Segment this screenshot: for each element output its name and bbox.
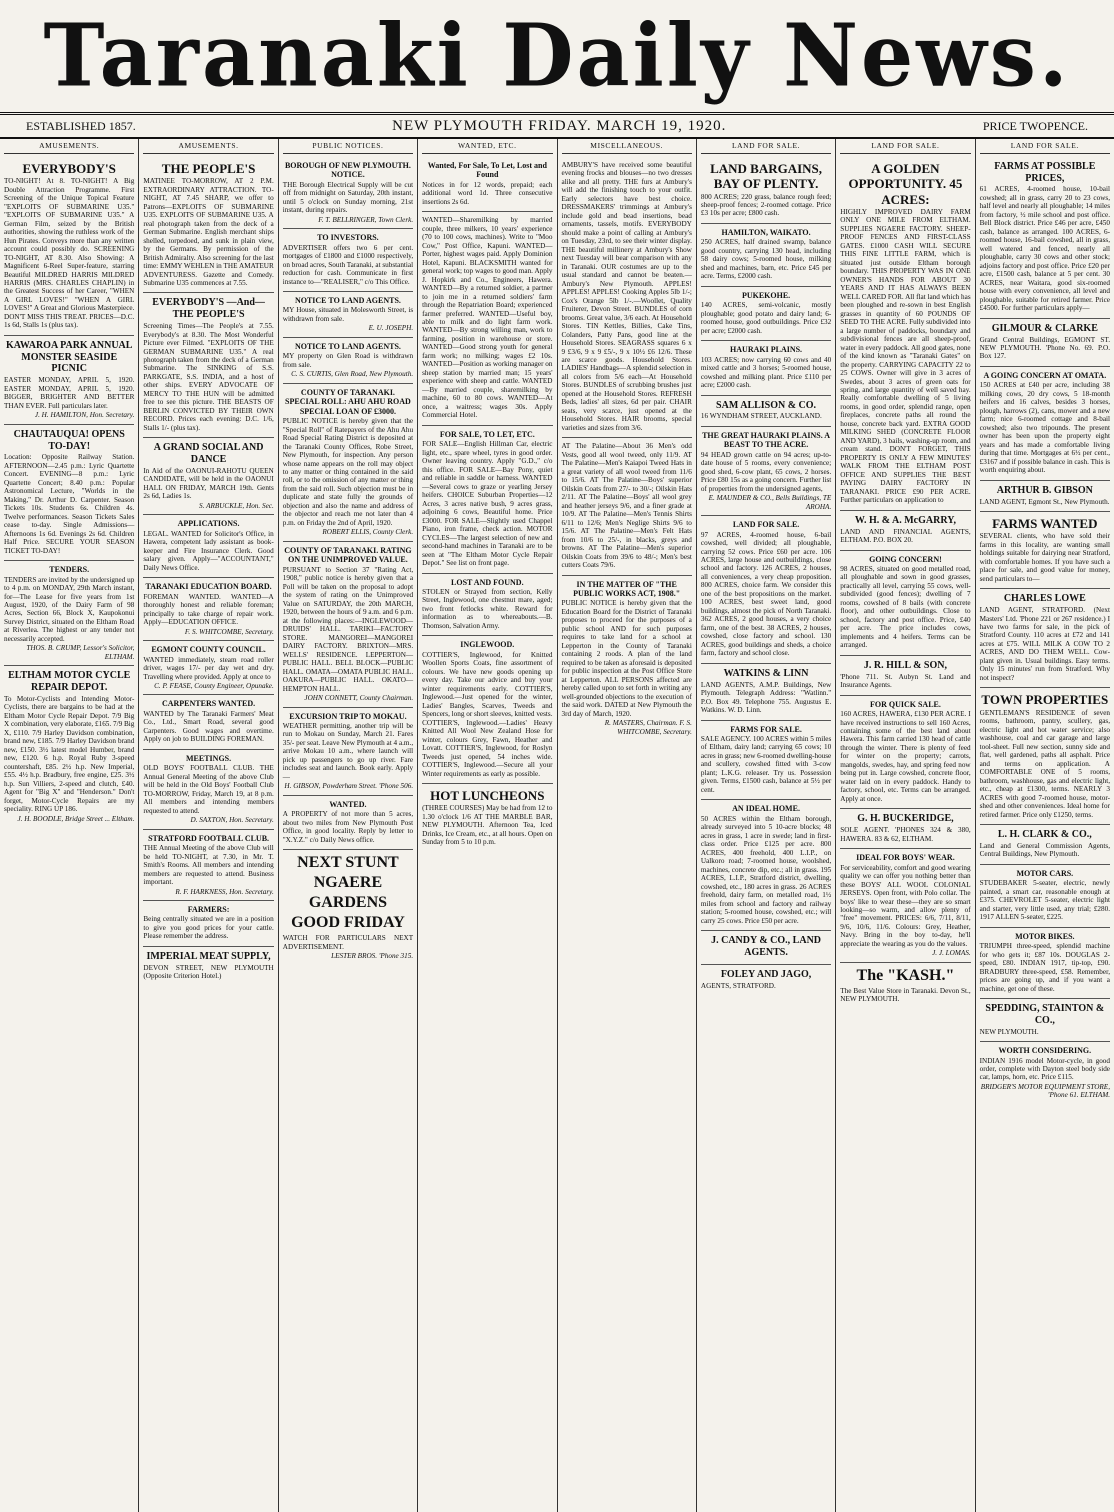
- ad-heading: GILMOUR & CLARKE: [991, 322, 1098, 334]
- ad-heading: TO INVESTORS.: [317, 233, 379, 243]
- ad-body: MY House, situated in Molesworth Street, is withdrawn from sale.: [282, 306, 414, 323]
- ad-body: 16 WYNDHAM STREET, AUCKLAND.: [700, 412, 822, 421]
- ad-heading: ARTHUR B. GIBSON: [996, 484, 1093, 496]
- advertisement: [840, 809, 970, 849]
- ad-heading: APPLICATIONS.: [177, 519, 240, 529]
- ad-body: FOREMAN WANTED. WANTED—A thoroughly honest and reliable foreman; principally to take charge of repair work. Apply—EDUCATION OFFICE.: [143, 592, 274, 627]
- advertisement: [562, 157, 692, 439]
- advertisement: [701, 287, 831, 341]
- ad-signature: R. F. HARKNESS, Hon. Secretary.: [175, 887, 274, 896]
- ad-heading: HOT LUNCHEONS: [430, 788, 545, 804]
- ad-body: EASTER MONDAY, APRIL 5, 1920. EASTER MONDAY, APRIL 5, 1920. BIGGER, BRIGHTER AND BETTER THAN EVER. Full particulars later.: [4, 376, 135, 410]
- advertisement: [4, 336, 134, 425]
- ad-heading: FARMS FOR SALE.: [730, 724, 802, 734]
- ad-body: The Best Value Store in Taranaki. Devon St., NEW PLYMOUTH.: [840, 986, 971, 1004]
- price-label: PRICE TWOPENCE.: [982, 118, 1088, 133]
- advertisement: [701, 224, 831, 287]
- ad-heading: COUNTY OF TARANAKI. SPECIAL ROLL: AHU AHU ROAD SPECIAL LOAN OF £3000.: [285, 387, 411, 416]
- ad-heading: KAWAROA PARK ANNUAL MONSTER SEASIDE PICNIC: [5, 339, 133, 375]
- advertisement: [562, 438, 692, 575]
- ad-body: LAND AND FINANCIAL AGENTS, ELTHAM. P.O. BOX 20.: [840, 527, 971, 545]
- ad-heading: IDEAL FOR BOYS' WEAR.: [856, 853, 955, 863]
- ad-body: 800 ACRES; 220 grass, balance rough feed; sheep-proof fences; 2-roomed cottage. Price £3 10s per acre; £800 cash.: [700, 192, 832, 218]
- advertisement: [143, 578, 273, 641]
- ad-heading: LAND BARGAINS, BAY OF PLENTY.: [710, 160, 823, 192]
- ad-body: MY property on Glen Road is withdrawn from sale.: [282, 352, 414, 369]
- column-7: [836, 139, 975, 1512]
- advertisement: [840, 157, 970, 511]
- ad-body: WANTED by The Taranaki Farmers' Meat Co., Ltd., Smart Road, several good Carpenters. Good wages and overtime. Apply on job to BUILDING FOREMAN.: [143, 709, 274, 744]
- ad-heading: TARANAKI EDUCATION BOARD.: [145, 582, 272, 592]
- ad-heading: EGMONT COUNTY COUNCIL.: [151, 645, 266, 655]
- ad-heading: NOTICE TO LAND AGENTS.: [294, 341, 401, 351]
- ad-body: 94 HEAD grown cattle on 94 acres; up-to-date house of 5 rooms, every convenience; good shed, 6-cow plant, 65 cows, 2 horses. Price £80 15s as a going concern. Further list of properties from the undersigned agents,: [700, 450, 832, 493]
- advertisement: [840, 551, 970, 656]
- ad-heading: STRATFORD FOOTBALL CLUB.: [148, 833, 270, 843]
- advertisement: [980, 157, 1110, 319]
- ad-heading: CHARLES LOWE: [1003, 593, 1086, 605]
- advertisement: [701, 931, 831, 965]
- established-label: ESTABLISHED 1857.: [26, 118, 136, 133]
- ad-body: 97 ACRES, 4-roomed house, 6-bail cowshed, well divided; all ploughable, carrying 52 cows. Price £60 per acre. 106 ACRES, large house and outbuildings, close school and factory. 126 ACRES, 2 houses, all conveniences, a very cheap proposition. 800 ACRES, choice farm. We consider this one of the best propositions on the market. 100 ACRES, best sweet land, good buildings, almost the pick of North Taranaki. 362 ACRES, 2 good houses, a very choice farm, one of the best. 38 ACRES, 2 houses, cowshed, close factory and school. 130 ACRES, good buildings and sheds, a choice farm, factory and school close.: [700, 530, 832, 658]
- ad-body: THE Annual Meeting of the above Club will be held TO-NIGHT, at 7.30, in Mr. T. Smith's Rooms. All members and intending members are requested to attend. Business important.: [143, 844, 274, 887]
- ad-heading: GOING CONCERN!: [869, 554, 942, 564]
- advertisement: [840, 656, 970, 696]
- ad-body: Land and General Commission Agents, Central Buildings, New Plymouth.: [979, 841, 1110, 859]
- ad-body: STUDEBAKER 5-seater, electric, newly painted, a smart car, reasonable enough at £375. CHEVROLET 5-seater, electric light and starter, very little used, any trial; £280. 1917 ALLEN 5-seater, £225.: [979, 879, 1110, 922]
- advertisement: [980, 825, 1110, 865]
- advertisement: [283, 292, 413, 338]
- advertisement: [283, 338, 413, 384]
- issue-date: NEW PLYMOUTH FRIDAY. MARCH 19, 1920.: [392, 117, 727, 134]
- ad-heading: MOTOR CARS.: [1016, 868, 1074, 878]
- advertisement: [562, 576, 692, 741]
- ad-body: SEVERAL clients, who have sold their farms in this locality, are wanting small holdings suitable for dairying near Stratford, with comfortable homes. If you have such a place for sale, and good value for money, send particulars to—: [979, 532, 1110, 583]
- advertisement: [422, 784, 552, 852]
- ad-heading: INGLEWOOD.: [460, 640, 515, 650]
- advertisement: [283, 384, 413, 542]
- ad-heading: MOTOR BIKES.: [1015, 931, 1075, 941]
- column-heading: LAND FOR SALE.: [840, 142, 970, 154]
- advertisement: [980, 928, 1110, 999]
- ad-signature: BRIDGER'S MOTOR EQUIPMENT STORE, 'Phone 61. ELTHAM.: [980, 1082, 1110, 1100]
- ad-heading: EVERYBODY'S —And— THE PEOPLE'S: [152, 297, 265, 321]
- advertisement: [422, 636, 552, 784]
- ad-body: 50 ACRES within the Eltham borough, already surveyed into 5 10-acre blocks; 48 acres in grass, 1 acre in swede; land in first-class order. Price £125 per acre. 800 ACRES, 400 freehold, 400 L.I.P., on Ualkoro road; 7-roomed house, woolshed, machines, concrete dip, etc.; all in grass. 195 ACRES, L.I.P., Stratford district, dwelling, cowshed, etc., 180 acres in grass. 26 ACRES freehold, dairy farm, on metalled road, 1½ miles from school and factory and railway station; 5-roomed house, cowshed, etc.; will carry 25 cows. Price £50 per acre.: [700, 814, 832, 925]
- ad-signature: H. GIBSON, Powderham Street. 'Phone 506.: [284, 782, 414, 791]
- ad-body: In Aid of the OAONUI-RAHOTU QUEEN CANDIDATE, will be held in the OAONUI HALL ON FRIDAY, MARCH 19th. Gents 2s 6d, Ladies 1s.: [143, 466, 274, 501]
- advertisement: [980, 481, 1110, 512]
- ad-heading: FOR SALE, TO LET, ETC.: [439, 429, 535, 439]
- advertisement: [701, 341, 831, 395]
- advertisement: [701, 800, 831, 931]
- ad-body: 160 ACRES, HAWERA, £130 PER ACRE. I have received instructions to sell 160 Acres, containing some of the best land about Hawera. This farm carried 130 head of cattle through the winter. There is plenty of feed for winter on the property; carrots, mangolds, swedes, hay, and spring feed now being put in. Large cowshed, concrete floor, water laid on in every paddock. Handy to factory, school, etc. Terms can be arranged. Apply at once.: [840, 710, 971, 803]
- column-2: [139, 139, 278, 1512]
- ad-body: ADVERTISER offers two 6 per cent. mortgages of £1800 and £1000 respectively, on broad acres, South Taranaki, at substantial reduction for cash. Communicate in first instance to—"REALISER," c/o This Office.: [282, 243, 414, 286]
- ad-body: DEVON STREET, NEW PLYMOUTH (Opposite Criterion Hotel.): [143, 963, 274, 981]
- column-5: [558, 139, 697, 1512]
- ad-signature: J. H. BOODLE, Bridge Street ... Eltham.: [17, 814, 135, 823]
- ad-signature: J. J. LOMAS.: [932, 949, 971, 958]
- advertisement: [980, 319, 1110, 367]
- ad-body: INDIAN 1916 model Motor-cycle, in good order, complete with Dayton steel body side car, lamps, horn, etc. Price £115.: [979, 1056, 1110, 1082]
- ad-heading: CARPENTERS WANTED.: [161, 699, 256, 709]
- column-heading: MISCELLANEOUS.: [562, 142, 692, 154]
- ad-body: Screening Times—The People's at 7.55. Everybody's at 8.30. The Most Wonderful Picture ever Filmed. "EXPLOITS OF THE GERMAN SUBMARINE U35." A real photograph taken from the deck of a German Submarine. The SINKING of S.S. PARKGATE, S.S. INDIA, and a host of other ships. EVERY ADVOCATE OF MERCY TO THE HUN will be admitted free to see this picture. THE BEASTS OF BERLIN CONVICTED BY THEIR OWN RECORD. Prices each evening: D.C. 1/6, Stalls 1/- (plus tax).: [143, 322, 274, 432]
- ad-heading: TENDERS.: [49, 565, 90, 575]
- ad-heading: CHAUTAUQUA! OPENS TO-DAY!: [13, 428, 125, 452]
- ad-body: LEGAL. WANTED for Solicitor's Office, in Hawera, competent lady assistant as book-keeper and Fire Insurance Clerk. Good salary given. Apply—"ACCOUNTANT," Daily News Office.: [143, 529, 274, 572]
- ad-signature: R. MASTERS, Chairman. F. S. WHITCOMBE, Secretary.: [604, 719, 692, 736]
- column-heading: AMUSEMENTS.: [4, 142, 134, 154]
- column-heading: PUBLIC NOTICES.: [283, 142, 413, 154]
- column-1: [0, 139, 139, 1512]
- ad-heading: BOROUGH OF NEW PLYMOUTH. NOTICE.: [284, 160, 411, 180]
- ad-body: PURSUANT to Section 37 "Rating Act, 1908," public notice is hereby given that a Poll will be taken on the proposal to adopt the system of rating on the Unimproved Value on SATURDAY, the 20th MARCH, 1920, between the hours of 9 a.m. and 6 p.m. at the following places:—INGLEWOOD—DRUIDS' HALL. TARIKI—FACTORY STORE. MANGOREI—MANGOREI DAIRY FACTORY. BRIXTON—MRS. WELLS' RESIDENCE. LEPPERTON—PUBLIC HALL. BELL BLOCK—PUBLIC HALL. OMATA—OMATA PUBLIC HALL. OAKURA—PUBLIC HALL. OKATO—HEMPTON HALL.: [282, 565, 414, 693]
- advertisement: [422, 574, 552, 637]
- ad-heading: FOR QUICK SALE.: [869, 699, 941, 709]
- advertisement: [701, 516, 831, 664]
- ad-heading: NEXT STUNT NGAERE GARDENS GOOD FRIDAY: [291, 854, 405, 932]
- ad-heading: WORTH CONSIDERING.: [998, 1046, 1092, 1056]
- masthead: [0, 0, 1114, 115]
- ad-heading: A GOING CONCERN AT OMATA.: [983, 370, 1107, 380]
- ad-body: A PROPERTY of not more than 5 acres, about two miles from New Plymouth Post Office, in good locality. Reply by letter to "X.Y.Z." c/o Daily News office.: [282, 810, 414, 844]
- ad-signature: THOS. B. CRUMP, Lessor's Solicitor, ELTHAM.: [26, 644, 135, 661]
- ad-heading: J. CANDY & CO., LAND AGENTS.: [711, 935, 822, 958]
- advertisement: [143, 641, 273, 695]
- advertisement: [143, 901, 273, 947]
- ad-heading: W. H. & A. McGARRY,: [854, 514, 956, 526]
- advertisement: [283, 542, 413, 708]
- advertisement: [143, 695, 273, 749]
- ad-signature: S. ARBUCKLE, Hon. Sec.: [199, 501, 274, 510]
- ad-signature: C. P. FEASE, County Engineer, Opunake.: [154, 681, 274, 690]
- ad-heading: LAND FOR SALE.: [732, 520, 800, 530]
- column-3: [279, 139, 418, 1512]
- advertisement: [4, 561, 134, 666]
- ad-body: TO-NIGHT! At 8. TO-NIGHT! A Big Double Attraction Programme. First Screening of the Unique Topical Feature "EXPLOITS OF SUBMARINE U35." "EXPLOITS OF SUBMARINE U35." A German Film, seized by the British authorities, showing the ruthless work of the Hun Pirates. Conveys more than any written account could possibly do. SCREENING TO-NIGHT, AT 8.30. Also Showing: A Magnificent 6-Reel Super-feature, starring Beautiful MILDRED HARRIS MILDRED HARRIS (MRS. CHARLES CHAPLIN) in the Greatest Success of her Career, "WHEN A GIRL LOVES!" "WHEN A GIRL LOVES!" A Great and Glorious Masterpiece. DON'T MISS THIS TREAT. PRICES—D.C. 1s 6d, Stalls 1s (plus tax).: [4, 177, 135, 330]
- advertisement: [701, 396, 831, 427]
- ad-body: 140 ACRES, semi-volcanic, mostly ploughable; good potato and dairy land; 6-roomed house, good outbuildings. Price £32 per acre; £2000 cash.: [700, 301, 832, 335]
- ad-signature: LESTER BROS. 'Phone 315.: [331, 952, 414, 961]
- advertisement: [980, 512, 1110, 589]
- ad-body: For serviceability, comfort and good wearing quality we can offer you nothing better than these BOYS' ALL WOOL COLONIAL JERSEYS. Open front, with Polo collar. The boys' like to wear these—they are so smart looking—so warm, and allow plenty of "free" movement. PRICES: 6/6, 7/11, 8/11, 9/6, 10/6, 11/6. Colours: Grey, Heather, Navy. Bring in the boy to-day, he'll appreciate the wearing as you do the values.: [840, 863, 971, 948]
- ad-heading: EVERYBODY'S: [22, 160, 116, 176]
- ad-heading: HAURAKI PLAINS.: [730, 345, 803, 355]
- ad-heading: WANTED.: [329, 799, 367, 809]
- ad-heading: FARMS AT POSSIBLE PRICES,: [994, 160, 1096, 184]
- ad-heading: A GOLDEN OPPORTUNITY. 45 ACRES:: [848, 160, 963, 207]
- ad-body: PUBLIC NOTICE is hereby given that the Education Board for the District of Taranaki proposes to proceed for the purposes of a public school AND for such purposes requires to take land for a school at Lepperton in the County of Taranaki containing 2 roods. A plan of the land required to be taken as aforesaid is deposited for public inspection at the Post Office Store at Lepperton. ALL PERSONS affected are hereby called upon to set forth in writing any well-grounded objections to the execution of the said work. DATED at New Plymouth the 3rd day of March, 1920.: [561, 599, 692, 718]
- advertisement: [143, 830, 273, 901]
- ad-body: MATINEE TO-MORROW, AT 2 P.M. EXTRAORDINARY ATTRACTION. TO-NIGHT, AT 7.45 SHARP, we offer to Patrons—EXPLOITS OF SUBMARINE U35. EXPLOITS OF SUBMARINE U35. A real photograph taken from the deck of a German Submarine. English merchant ships shelled, torpedoed, and sunk in plain view, by the Germans. By permission of the British Admiralty. Also screening for the last time: EMMY WEHLEN in THE AMATEUR ADVENTURESS. Gazette and Comedy. Submarine U35 commences at 7.55.: [143, 177, 274, 287]
- advertisement: [980, 589, 1110, 688]
- ad-body: THE Borough Electrical Supply will be cut off from midnight on Saturday, 20th instant, until 5 o'clock on Sunday morning, 21st instant, during repairs.: [282, 180, 414, 215]
- ad-body: Being centrally situated we are in a position to give you good prices for your cattle. Please remember the address.: [143, 915, 274, 941]
- advertisement: [283, 708, 413, 796]
- column-heading: LAND FOR SALE.: [980, 142, 1110, 154]
- dateline: [0, 115, 1114, 139]
- ad-signature: F. T. BELLRINGER, Town Clerk.: [318, 215, 414, 224]
- column-heading: AMUSEMENTS.: [143, 142, 273, 154]
- ad-body: WANTED—Sharemilking by married couple, three milkers, 10 years' experience (70 to 100 cows, machines). Write to "Moo Cow," Post Office, Kapuni. WANTED—Porter, highest wages paid. Apply Dominion Hotel, Kapuni. BLACKSMITH wanted for general work; top wages to good man. Apply J. Hopkirk and Co., Engineers, Hawera. WANTED—By a returned soldier, a partner to join me in a returned soldiers' farm through the Repatriation Board; experienced farmer preferred. WANTED—Useful boy, able to milk and do light farm work. WANTED—By strong willing man, work to farming, position in warehouse or store. WANTED—Good strong youth for general farm work; no milking; wages £2 10s. WANTED—Position as working manager on sheep station by married man; 15 years' experience with sheep and cattle. WANTED—By married couple, sharemilking by machine, 60 to 80 cows. WANTED—At once, a waitress; wages 30s. Apply Commercial Hotel.: [422, 216, 553, 420]
- ad-signature: JOHN CONNETT, County Chairman.: [304, 694, 414, 703]
- advertisement: [283, 157, 413, 229]
- ad-body: HIGHLY IMPROVED DAIRY FARM ONLY ONE MILE FROM ELTHAM. SUPPLIES NGAERE FACTORY. SHEEP-PROOF FENCES AND FIRST-CLASS GATES. £1000 CASH WILL SECURE THIS FINE LITTLE FARM, which is situated just outside Eltham borough boundary. THIS PROPERTY WAS IN ONE OWNER'S HANDS FOR ABOUT 30 YEARS AND IT HAS ALWAYS BEEN WELL CARED FOR. All flat land which has been ploughed and re-sown in best English grasses in quantity of 60 POUNDS OF SEED TO THE ACRE. Fully subdivided into a large number of paddocks, boundary and subdivisional fences are all sheep-proof, water in every paddock. All good gates, none of the kind known as "Taranaki Gates" on the property. CARRYING CAPACITY 22 to 25 COWS. Owner will give in 3 acres of Swedes, about 3 acres of green oats for spring, and large quantity of well saved hay. Really comfortable dwelling of 5 living rooms, in good order, splendid range, open fireplaces, concrete paths all round the house, concrete back yard. EXTRA GOOD MILKING SHED (CONCRETE FLOOR AND YARD), 3 bails, washing-up room, and cream stand. DON'T FORGET, THIS PROPERTY IS ONLY A FEW MINUTES' WALK FROM THE ELTHAM POST OFFICE AND SUPPLIES THE BEST PAYING DAIRY FACTORY IN TARANAKI. PRICE £90 PER ACRE. Further particulars on application to: [840, 207, 971, 505]
- advertisement: [701, 427, 831, 516]
- advertisement: [143, 157, 273, 294]
- advertisement: [4, 666, 134, 827]
- ad-heading: MEETINGS.: [186, 753, 232, 763]
- ad-heading: SPEDDING, STAINTON & CO.,: [985, 1002, 1105, 1026]
- ad-heading: HAMILTON, WAIKATO.: [721, 227, 811, 237]
- ad-body: 150 ACRES at £40 per acre, including 38 milking cows, 20 dry cows, 5 18-month heifers and 16 calves, besides 3 horses, plough, harrows (2), cans, mower and a new farm; nice 6-roomed cottage and 8-bail cowshed; also two tripounds. The present owner has been upon the property eight years and has made a comfortable living during that time. Mortgages at 6½ per cent., £3167 and if possible balance in cash. This is worth enquiring about.: [979, 381, 1110, 475]
- ad-body: WEATHER permitting, another trip will be run to Mokau on Sunday, March 21. Fares 35/- per seat. Leave New Plymouth at 4 a.m., arrive Mokau 10 a.m., where launch will pick up passengers to go up river. Fare includes seat and launch. Book early. Apply—: [282, 721, 414, 781]
- ad-heading: L. H. CLARK & CO.,: [997, 829, 1092, 841]
- ad-body: 98 ACRES, situated on good metalled road, all ploughable and sown in good grasses, practically all level, carrying 55 cows, well-subdivided (good fences); dwelling of 7 rooms, cowshed of 8 bails (with concrete floor), and other outbuildings. Close to school, factory and post office. Price, £40 per acre. The price includes cows, implements and 4 heifers. Terms can be arranged.: [840, 564, 971, 650]
- advertisement: [701, 721, 831, 801]
- ad-heading: LOST AND FOUND.: [451, 577, 524, 587]
- advertisement: [701, 157, 831, 224]
- ad-body: GENTLEMAN'S RESIDENCE of seven rooms, bathroom, pantry, scullery, gas, electric light and hot water service; also washhouse, coal and car garage and large tool-sheet. Full new section, sunny side and flat, well gardened, paths all asphalt. Price and terms on application. A COMFORTABLE ONE of 5 rooms, bathroom, washhouse, gas and electric light, etc., cheap at £1300, terms. NEARLY 3 ACRES with good 7-roomed house, motor-shed and other conveniences. Ideal home for retired farmer. Price only £1250, terms.: [979, 708, 1110, 819]
- ad-body: PUBLIC NOTICE is hereby given that the "Special Roll" of Ratepayers of the Ahu Ahu Road Special Rating District is deposited at the Taranaki County Offices, Robe Street, New Plymouth, for inspection. Any person whose name appears on the roll may object to any matter or thing contained in the said roll, or to the omission of any matter or thing from the said roll. Such objection must be in duplicate and state fully the grounds of objection and also the name and address of the objector and reach me not later than 4 p.m. on Friday the 2nd of April, 1920.: [282, 417, 414, 527]
- ad-heading: THE PEOPLE'S: [161, 160, 256, 176]
- advertisement: [980, 999, 1110, 1042]
- ad-body: AT The Palatine—About 36 Men's odd Vests, good all wool tweed, only 11/9. AT The Palatine—Men's Kaiapoi Tweed Hats in a great variety of all wool tweed from 11/6 to 15/6. AT The Palatine—Boys' superior Oilskin Coats from 27/- to 30/-; Oilskin Hats 2/11. AT The Palatine—Boys' all wool grey and heather jerseys 9/6, and a finer grade at 10/9. AT The Palatine—Men's Tennis Shirts 6/11 to 12/6; Men's Neglige Shirts 9/6 to 15/6. AT The Palatine—Men's Felt Hats from 10/6 to 25/-, in blacks, greys and browns. AT The Palatine—Men's superior Oilskin Coats from 39/6 to 48/-; Men's best cutters Coats 79/6.: [561, 442, 692, 570]
- ad-heading: TOWN PROPERTIES: [981, 692, 1109, 708]
- advertisement: [4, 425, 134, 561]
- ad-heading: AN IDEAL HOME.: [732, 804, 800, 814]
- advertisement: [701, 664, 831, 721]
- ad-body: AMBURY'S have received some beautiful evening frocks and blouses—no two dresses alike and all pretty. THE furs at Ambury's will add the finishing touch to your outfit. Early selectors have best choice. DRESSMAKERS' trimmings at Ambury's include gold and bead insertions, bead ornaments, tassels, motifs. EVERYBODY should make a point of calling at Ambury's on Tuesday, 23rd, to see their winter display. THE beautiful millinery at Ambury's Show next Tuesday will bear comparison with any in Taranaki. OUR costumes are up to the usual standard and cannot be beaten.—Ambury's New Plymouth. APPLES! APPLES! APPLES! Cooking Apples 5lb 1/-; Cox's Orange 5lb 1/-.—Woollet, Quality Fruiterer, Devon Street. BUNDLES of corn brooms. Great value, 3/6 each. At Household Stores. TIN Kettles, Billies, Cake Tins, Colanders, Patty Pans, good line at the Household Stores. SEAGRASS squares 6 x 9 £3/6, 9 x 9 £5/-, 9 x 10½ £6 12/6. These are scarce goods. Household Stores. LADIES' Handbags—A splendid selection in all colors from 5/6 each—At Household Stores. BUNDLES of scrubbing brushes just opened at the Household Stores. REFRESH Beds, ladies' all sizes, 6d per pair. CHAIR seats, very scarce, just opened at the Household Stores. HAIR brooms, special varieties and sizes from 3/6.: [561, 160, 692, 432]
- ad-heading: J. R. HILL & SON,: [863, 659, 947, 671]
- advertisement: [422, 212, 552, 426]
- ad-signature: ROBERT ELLIS, County Clerk.: [322, 528, 414, 537]
- ad-signature: E. MAUNDER & CO., Bells Buildings, TE AROHA.: [708, 494, 832, 511]
- column-6: [697, 139, 836, 1512]
- ad-body: SOLE AGENT. 'PHONES 324 & 380, HAWERA. 83 & 62, ELTHAM.: [840, 826, 971, 843]
- column-4: [418, 139, 557, 1512]
- ad-body: WATCH FOR PARTICULARS NEXT ADVERTISEMENT.: [282, 934, 414, 951]
- advertisement: [143, 750, 273, 830]
- advertisement: [980, 367, 1110, 481]
- ad-heading: FOLEY AND JAGO,: [720, 968, 812, 980]
- ad-heading: G. H. BUCKERIDGE,: [857, 813, 954, 825]
- advertisement: [840, 849, 970, 963]
- ad-body: NEW PLYMOUTH.: [979, 1027, 1039, 1036]
- advertisement: [840, 696, 970, 810]
- ad-heading: NOTICE TO LAND AGENTS.: [294, 296, 401, 305]
- advertisement: [283, 229, 413, 292]
- ad-body: OLD BOYS' FOOTBALL CLUB. THE Annual General Meeting of the above Club will be held in the Old Boys' Football Club TO-MORROW, Friday, March 19, at 8 p.m. All members and intending members requested to attend.: [143, 764, 274, 815]
- ad-body: STOLEN or Strayed from section, Kelly Street, Inglewood, one chestnut mare, aged; two front fetlocks white. Reward for information as to whereabouts.—B. Thomson, Salvation Army.: [422, 587, 553, 630]
- newspaper-title: Taranaki Daily News.: [43, 5, 1071, 107]
- ad-signature: J. H. HAMILTON, Hon. Secretary.: [34, 411, 135, 420]
- ad-signature: E. U. JOSEPH.: [368, 324, 414, 333]
- advertisement: [840, 511, 970, 551]
- advertisement: [422, 426, 552, 574]
- column-heading: WANTED, ETC.: [422, 142, 552, 154]
- ad-heading: A GRAND SOCIAL AND DANCE: [153, 442, 264, 466]
- advertisement: [283, 796, 413, 850]
- ad-heading: WATKINS & LINN: [723, 667, 809, 679]
- ad-heading: COUNTY OF TARANAKI. RATING ON THE UNIMPROVED VALUE.: [284, 545, 412, 565]
- ad-heading: FARMS WANTED: [992, 516, 1098, 531]
- ad-heading: IN THE MATTER OF "THE PUBLIC WORKS ACT, 1908.": [573, 579, 681, 599]
- ad-body: To Motor-Cyclists and Intending Motor-Cyclists, there are bargains to be had at the Eltham Motor Cycle Repair Depot. 7/9 Big X combination, very elaborate, £165. 7/9 Big X, £110. 7/9 Harley Davidson combination, brand new, £185. 7/9 Harley Davidson brand new, £150. 3½ latest model Humber, brand new, £120. 6 h.p. Royal Ruby 3-speed countershaft, £85. 2½ h.p. New Imperial, £55. 4½ h.p. Bradbury, free engine, £25. 3½ h.p. Sun Villiers, 2-speed and clutch, £40. Agent for "Big X" and "Henderson." Don't forget, Motor-Cycle Repairs are my speciality. RING UP 186.: [4, 694, 135, 814]
- ad-body: LAND AGENTS, A.M.P. Buildings, New Plymouth. Telegraph Address: "Watlinn." P.O. Box 49. Telephone 755. Augustus E. Watkins. W. D. Linn.: [700, 680, 832, 715]
- advertisement: [980, 865, 1110, 928]
- ad-body: 103 ACRES; now carrying 60 cows and 40 mixed cattle and 3 horses; 5-roomed house, cowshed and milking plant. Price £110 per acre; £2000 cash.: [700, 355, 832, 390]
- ad-body: WANTED immediately, steam road roller driver, wages 17/- per day wet and dry. Travelling where provided. Apply at once to: [143, 655, 274, 681]
- ad-signature: F. S. WHITCOMBE, Secretary.: [184, 627, 274, 636]
- ad-body: AGENTS, STRATFORD.: [700, 981, 776, 990]
- ad-heading: Wanted, For Sale, To Let, Lost and Found: [427, 160, 547, 180]
- advertisement: [840, 963, 970, 1009]
- ad-body: LAND AGENT, Egmont St., New Plymouth.: [979, 497, 1110, 506]
- ad-body: SALE AGENCY. 100 ACRES within 5 miles of Eltham, dairy land; carrying 65 cows; 10 acres in grass; new 6-roomed dwelling-house and scullery, cowshed fitted with 3-cow plant; L.K.G. releaser. Try us. Possession given. Terms, £1500 cash, balance at 5½ per cent.: [700, 734, 832, 794]
- advertisement: [143, 438, 273, 515]
- ad-heading: IMPERIAL MEAT SUPPLY,: [146, 950, 271, 962]
- ad-body: 250 ACRES, half drained swamp, balance good country, carrying 130 head, including 58 dairy cows; 5-roomed house, milking shed and machines, barn, etc. Price £45 per acre. Terms, £2000 cash.: [700, 238, 832, 281]
- advertisement: [980, 688, 1110, 825]
- ad-heading: SAM ALLISON & CO.: [716, 399, 817, 411]
- ad-heading: ELTHAM MOTOR CYCLE REPAIR DEPOT.: [8, 670, 131, 694]
- ad-signature: D. SAXTON, Hon. Secretary.: [190, 816, 274, 825]
- advertisement: [143, 515, 273, 578]
- ad-body: Location: Opposite Railway Station. AFTERNOON—2.45 p.m.: Lyric Quartette Concert. EVENING—8 p.m.: Lyric Quartette Concert; 8.40 p.m.: Popular Astronomical Lecture, "Worlds in the Making," Dr. Arthur D. Carpenter. Season Tickets 10s. Students 6s. Children 4s. Twelve performances. Season Tickets Sales cease to-day. Single Admissions—Afternoons 1s 6d. Evenings 2s 6d. Children Half Price. SECURE YOUR SEASON TICKET TO-DAY!: [4, 453, 135, 555]
- advertisement: [143, 293, 273, 438]
- ad-body: LAND AGENT, STRATFORD. (Next Masters' Ltd. 'Phone 221 or 267 residence.) I have two farms for sale, in the pick of Stratford County. 110 acres at £72 and 141 acres at £75. WILL MILK A COW TO 2 ACRES, AND DO THEM WELL. Cow-plant given in. Usual buildings. Easy terms. Only 15 minutes' run from Stratford. Why not inspect?: [979, 606, 1110, 682]
- advertisement: [422, 157, 552, 212]
- ad-body: Notices in for 12 words, prepaid; each additional word 1d. Three consecutive insertions 2s 6d.: [422, 180, 553, 206]
- ad-body: 61 ACRES, 4-roomed house, 10-bail cowshed; all in grass, carry 20 to 23 cows, half level and nearly all ploughable; 14 miles from factory, ½ mile school and post office. Bell Block district. Price £46 per acre, £450 cash, balance as arranged. 100 ACRES, 6-roomed house, 16-bail cowshed, all in grass, well watered and fenced, nearly all ploughable, carry 30 cows and other stock; adjoins factory and post office. Price £20 per acre, £1500 cash, balance at 5 per cent. 30 ACRES, near Waitara, good six-roomed house with every convenience, all level and ploughable, suitable for retired farmer. Price £4500. For further particulars apply—: [979, 185, 1110, 313]
- ad-body: 'Phone 711. St. Aubyn St. Land and Insurance Agents.: [840, 672, 971, 690]
- advertisement: [4, 157, 134, 336]
- ad-body: FOR SALE—English Hillman Car, electric light, etc., spare wheel, tyres in good order. Owner leaving country. Apply "G.D.," c/o this office. FOR SALE—Bay Pony, quiet and reliable in saddle or harness. WANTED—Several cows to graze or yearling Jersey heifers. CHOICE Suburban Properties—12 Acres, 3 acres native bush, 9 acres grass, adjoining 6 cows, Beautiful home. Price £3000. FOR SALE—Slightly used Chappel Piano, iron frame, check action. MOTOR CYCLES—The largest selection of new and second-hand machines in Taranaki are to be seen at "The Eltham Motor Cycle Repair Depot." See list on front page.: [422, 440, 553, 568]
- column-heading: LAND FOR SALE.: [701, 142, 831, 154]
- advertisement: [701, 965, 831, 995]
- advertisement: [980, 1042, 1110, 1104]
- ad-body: COTTIER'S, Inglewood, for Knitted Woollen Sports Coats, fine assortment of colours. We have new goods opening up every day. Take our advice and buy your winter requirements early. COTTIER'S, Inglewood.—Just opened for the winter, Ladies' Bangles, Scarves, Tweeds and Spencers, long or short sleeves, knitted vests. COTTIER'S, Inglewood.—Ladies' Heavy Knitted All Wool New Zealand Hose for winter, colours Grey, Fawn, Heather and Lovatt. COTTIER'S, Inglewood, for Roslyn Tweeds just opened, 54 inches wide. COTTIER'S, Inglewood.—Secure all your Winter requirements as early as possible.: [422, 650, 553, 778]
- column-8: [976, 139, 1114, 1512]
- ad-signature: C. S. CURTIS, Glen Road, New Plymouth.: [291, 370, 414, 379]
- ad-body: TRIUMPH three-speed, splendid machine for who gets it; £87 10s. DOUGLAS 2-speed, £80. INDIAN 1917, tip-top, £90. BRADBURY three-speed, £58. Remember, prices are going up, and if you want a machine, get one of these.: [979, 942, 1110, 993]
- ad-heading: PUKEKOHE.: [741, 290, 791, 300]
- columns-container: [0, 139, 1114, 1512]
- advertisement: [143, 947, 273, 986]
- advertisement: [283, 850, 413, 964]
- ad-heading: EXCURSION TRIP TO MOKAU.: [289, 711, 407, 721]
- ad-body: (THREE COURSES) May be had from 12 to 1.30 o'clock 1/6 AT THE MARBLE BAR, NEW PLYMOUTH. Afternoon Tea, Iced Drinks, Ice Cream, etc., at all hours. Open on Sunday from 5 to 10 p.m.: [422, 804, 553, 847]
- ad-heading: THE GREAT HAURAKI PLAINS. A BEAST TO THE ACRE.: [702, 430, 831, 450]
- ad-heading: The "KASH.": [856, 966, 955, 984]
- ad-body: TENDERS are invited by the undersigned up to 4 p.m. on MONDAY, 29th March instant, for—The Lease for five years from 1st August, 1920, of the Dairy Farm of 98 Acres, Section 66, Block X, Kaupokonui Survey District, situated on the Eltham Road at Riverlea. The highest or any tender not necessarily accepted.: [4, 575, 135, 643]
- ad-heading: FARMERS:: [187, 905, 230, 915]
- ad-body: Grand Central Buildings, EGMONT ST. NEW PLYMOUTH. 'Phone No. 69. P.O. Box 127.: [979, 335, 1110, 361]
